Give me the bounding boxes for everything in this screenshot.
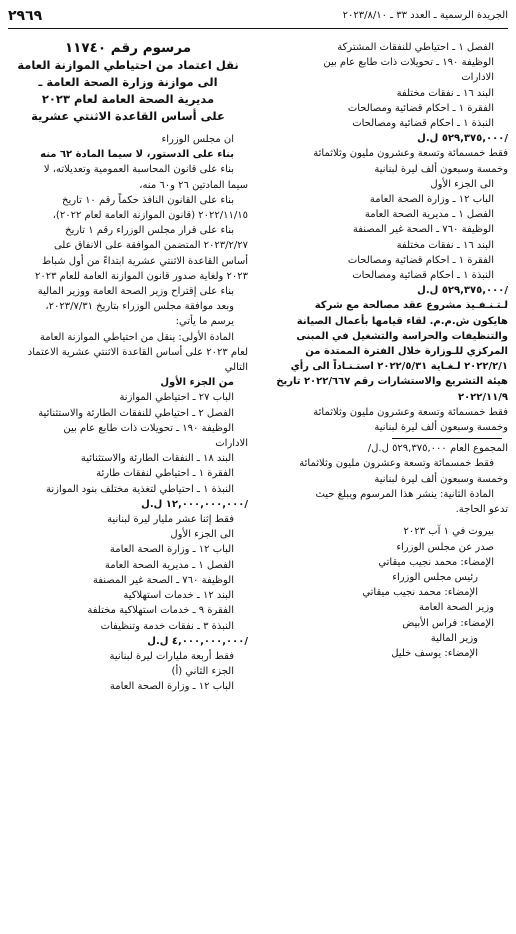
text-line: ٢٠٢٣/٢/٢٧ المتضمن الموافقة على الانفاق على bbox=[53, 240, 248, 252]
text-line: البند ١٨ ـ النفقات الطارئة والاستثنائية bbox=[80, 453, 234, 465]
text-line: البند ١٦ ـ نفقات مختلفة bbox=[396, 239, 494, 251]
text-line: فقط إثنا عشر مليار ليرة لبنانية bbox=[107, 514, 234, 526]
amount-line: ٥٢٩,٣٧٥,٠٠٠ ل.ل/ bbox=[417, 285, 508, 297]
text-line: الوظيفة ١٩٠ ـ تحويلات ذات طابع عام بين bbox=[323, 57, 494, 69]
text-line: الباب ١٢ ـ وزارة الصحة العامة bbox=[109, 544, 234, 556]
text-line: الباب ١٢ ـ وزارة الصحة العامة bbox=[369, 194, 494, 206]
text-line: المادة الأولى: ينقل من احتياطي الموازنة العامة bbox=[39, 331, 234, 343]
amount-line: ١٢,٠٠٠,٠٠٠,٠٠٠ ل.ل/ bbox=[141, 498, 248, 510]
text-line: أساس القاعدة الاثنتي عشرية ابتداءً من أول شباط bbox=[41, 255, 248, 267]
text-line: الفصل ١ ـ مديرية الصحة العامة bbox=[104, 559, 234, 571]
amount-line: ٥٢٩,٣٧٥,٠٠٠ ل.ل/ bbox=[417, 133, 508, 145]
text-line: من الجزء الأول bbox=[160, 377, 234, 389]
text-line: المادة الثانية: ينشر هذا المرسوم ويبلغ حيث bbox=[315, 488, 494, 500]
text-line: وزير المالية bbox=[430, 632, 478, 644]
text-line: البند ١٦ ـ نفقات مختلفة bbox=[396, 87, 494, 99]
text-line: الادارات bbox=[215, 438, 248, 450]
text-line: المركزي للـوزارة خلال الفترة الممتدة من bbox=[305, 346, 508, 358]
text-line: الوظيفة ١٩٠ ـ تحويلات ذات طابع عام بين bbox=[63, 422, 234, 434]
text-line: هيئة التشريع والاستشارات رقم ٢٠٢٢/٦٦٧ تاريخ bbox=[276, 376, 508, 388]
gazette-title: الجريدة الرسمية ـ العدد ٣٣ ـ ٢٠٢٣/٨/١٠ bbox=[342, 10, 508, 21]
text-line: الفقرة ٩ ـ خدمات استهلاكية مختلفة bbox=[87, 605, 234, 617]
text-line: الباب ١٢ ـ وزارة الصحة العامة bbox=[109, 681, 234, 693]
right-column bbox=[272, 40, 508, 661]
text-line: وخمسة وسبعون ألف ليرة لبنانية bbox=[374, 163, 508, 175]
text-line: وزير الصحة العامة bbox=[418, 602, 494, 614]
text-line: فقط خمسمائة وتسعة وعشرون مليون وثلاثمائة bbox=[299, 458, 494, 470]
text-line: وخمسة وسبعون ألف ليرة لبنانية bbox=[374, 422, 508, 434]
text-line: الفقرة ١ ـ احكام قضائية ومصالحات bbox=[347, 102, 494, 114]
text-line: لـتـنـفـيذ مشروع عقد مصالحة مع شركة bbox=[314, 300, 508, 312]
text-line: بيروت في ١ آب ٢٠٢٣ bbox=[403, 526, 494, 538]
text-line: ٢٠٢٢/١١/٩ bbox=[457, 391, 508, 403]
text-line: الإمضاء: محمد نجيب ميقاتي bbox=[362, 587, 478, 599]
text-line: الوظيفة ٧٦٠ ـ الصحة غير المصنفة bbox=[352, 224, 494, 236]
text-line: التالي bbox=[224, 362, 248, 374]
text-line: الفصل ٢ ـ احتياطي للنفقات الطارئة والاستثنائية bbox=[38, 407, 234, 419]
text-line: بناء على إقتراح وزير الصحة العامة ووزير المالية bbox=[37, 286, 234, 298]
spacer bbox=[272, 517, 508, 524]
page-number: ٢٩٦٩ bbox=[8, 8, 43, 24]
text-line: فقط أربعة مليارات ليرة لبنانية bbox=[109, 650, 234, 662]
text-line: الجزء الثاني (أ) bbox=[171, 666, 234, 678]
amount-line: ٤,٠٠٠,٠٠٠,٠٠٠ ل.ل/ bbox=[147, 635, 248, 647]
text-line: بناء على قرار مجلس الوزراء رقم ١ تاريخ bbox=[65, 225, 234, 237]
decree-subject-line: على أساس القاعدة الاثنتي عشرية bbox=[31, 109, 225, 123]
text-line: بناء على القانون النافذ حكماً رقم ١٠ تاريخ bbox=[61, 194, 234, 206]
decree-subject-line: مديرية الصحة العامة لعام ٢٠٢٣ bbox=[41, 92, 215, 106]
total-rule bbox=[392, 438, 502, 439]
text-line: الباب ٢٧ ـ احتياطي الموازنة bbox=[119, 392, 234, 404]
text-line: الى الجزء الأول bbox=[170, 529, 234, 541]
text-line: صدر عن مجلس الوزراء bbox=[396, 541, 494, 553]
decree-number: مرسوم رقم ١١٧٤٠ bbox=[64, 40, 192, 56]
text-line: بناء على الدستور، لا سيما المادة ٦٢ منه bbox=[40, 149, 234, 161]
text-line: هايكون ش.م.م. لقاء قيامها بأعمال الصيانة bbox=[296, 315, 508, 327]
text-line: سيما المادتين ٢٦ و٦٠ منه، bbox=[139, 179, 248, 191]
text-line: الفقرة ١ ـ احتياطي لنفقات طارئة bbox=[96, 468, 234, 480]
text-line: النبذة ١ ـ احكام قضائية ومصالحات bbox=[352, 270, 494, 282]
text-line: فقط خمسمائة وتسعة وعشرون مليون وثلاثمائة bbox=[313, 406, 508, 418]
decree-subject-line: نقل اعتماد من احتياطي الموازنة العامة bbox=[17, 58, 239, 72]
text-line: الإمضاء: يوسف خليل bbox=[391, 647, 478, 659]
text-line: ٢٠٢٢/١١/١٥ (قانون الموازنة العامة لعام ٢٠٢٢)، bbox=[52, 210, 248, 222]
decree-body bbox=[8, 132, 248, 695]
text-line: الوظيفة ٧٦٠ ـ الصحة غير المصنفة bbox=[92, 574, 234, 586]
text-line: النبذة ١ ـ احكام قضائية ومصالحات bbox=[352, 118, 494, 130]
text-line: فقط خمسمائة وتسعة وعشرون مليون وثلاثمائة bbox=[313, 148, 508, 160]
page-header bbox=[8, 6, 508, 29]
text-line: تدعو الحاجة. bbox=[455, 504, 508, 516]
text-line: الفصل ١ ـ احتياطي للنفقات المشتركة bbox=[337, 42, 494, 53]
left-column bbox=[8, 40, 248, 695]
text-line: الفقرة ١ ـ احكام قضائية ومصالحات bbox=[347, 254, 494, 266]
text-line: يرسم ما يأتي: bbox=[175, 316, 234, 328]
text-line: المجموع العام ٥٢٩,٣٧٥,٠٠٠ ل.ل/ bbox=[367, 443, 508, 455]
text-line: وبعد موافقة مجلس الوزراء بتاريخ ٢٠٢٣/٧/٣١، bbox=[45, 301, 234, 313]
text-line: الادارات bbox=[461, 72, 494, 84]
text-line: والتنظيفات والحراسة والتشغيل في المبنى bbox=[296, 330, 508, 342]
text-line: ان مجلس الوزراء bbox=[161, 134, 234, 145]
decree-subject-line: الى موازنة وزارة الصحة العامة ـ bbox=[38, 75, 218, 89]
text-line: البند ١٢ ـ خدمات استهلاكية bbox=[123, 590, 234, 602]
text-line: لعام ٢٠٢٣ على أساس القاعدة الاثنتي عشرية الاعتماد bbox=[27, 346, 248, 358]
text-line: رئيس مجلس الوزراء bbox=[392, 571, 478, 583]
text-line: الإمضاء: محمد نجيب ميقاتي bbox=[378, 556, 494, 568]
text-line: الإمضاء: فراس الأبيض bbox=[402, 617, 494, 629]
text-line: الفصل ١ ـ مديرية الصحة العامة bbox=[364, 209, 494, 221]
text-line: النبذة ٣ ـ نفقات خدمة وتنظيفات bbox=[100, 620, 234, 632]
text-line: ٢٠٢٣ ولغاية صدور قانون الموازنة العامة للعام ٢٠٢٣ bbox=[35, 270, 248, 282]
text-line: النبذة ١ ـ احتياطي لتغذية مختلف بنود الموازنة bbox=[46, 483, 234, 495]
text-line: الى الجزء الأول bbox=[430, 178, 494, 190]
text-line: وخمسة وسبعون ألف ليرة لبنانية bbox=[374, 473, 508, 485]
text-line: بناء على قانون المحاسبة العمومية وتعديلاته، لا bbox=[43, 164, 234, 176]
decree-title bbox=[8, 40, 248, 125]
text-line: ٢٠٢٢/٢/١ لـغـاية ٢٠٢٢/٥/٣١ استـنـاداً الى رأي bbox=[290, 361, 508, 373]
